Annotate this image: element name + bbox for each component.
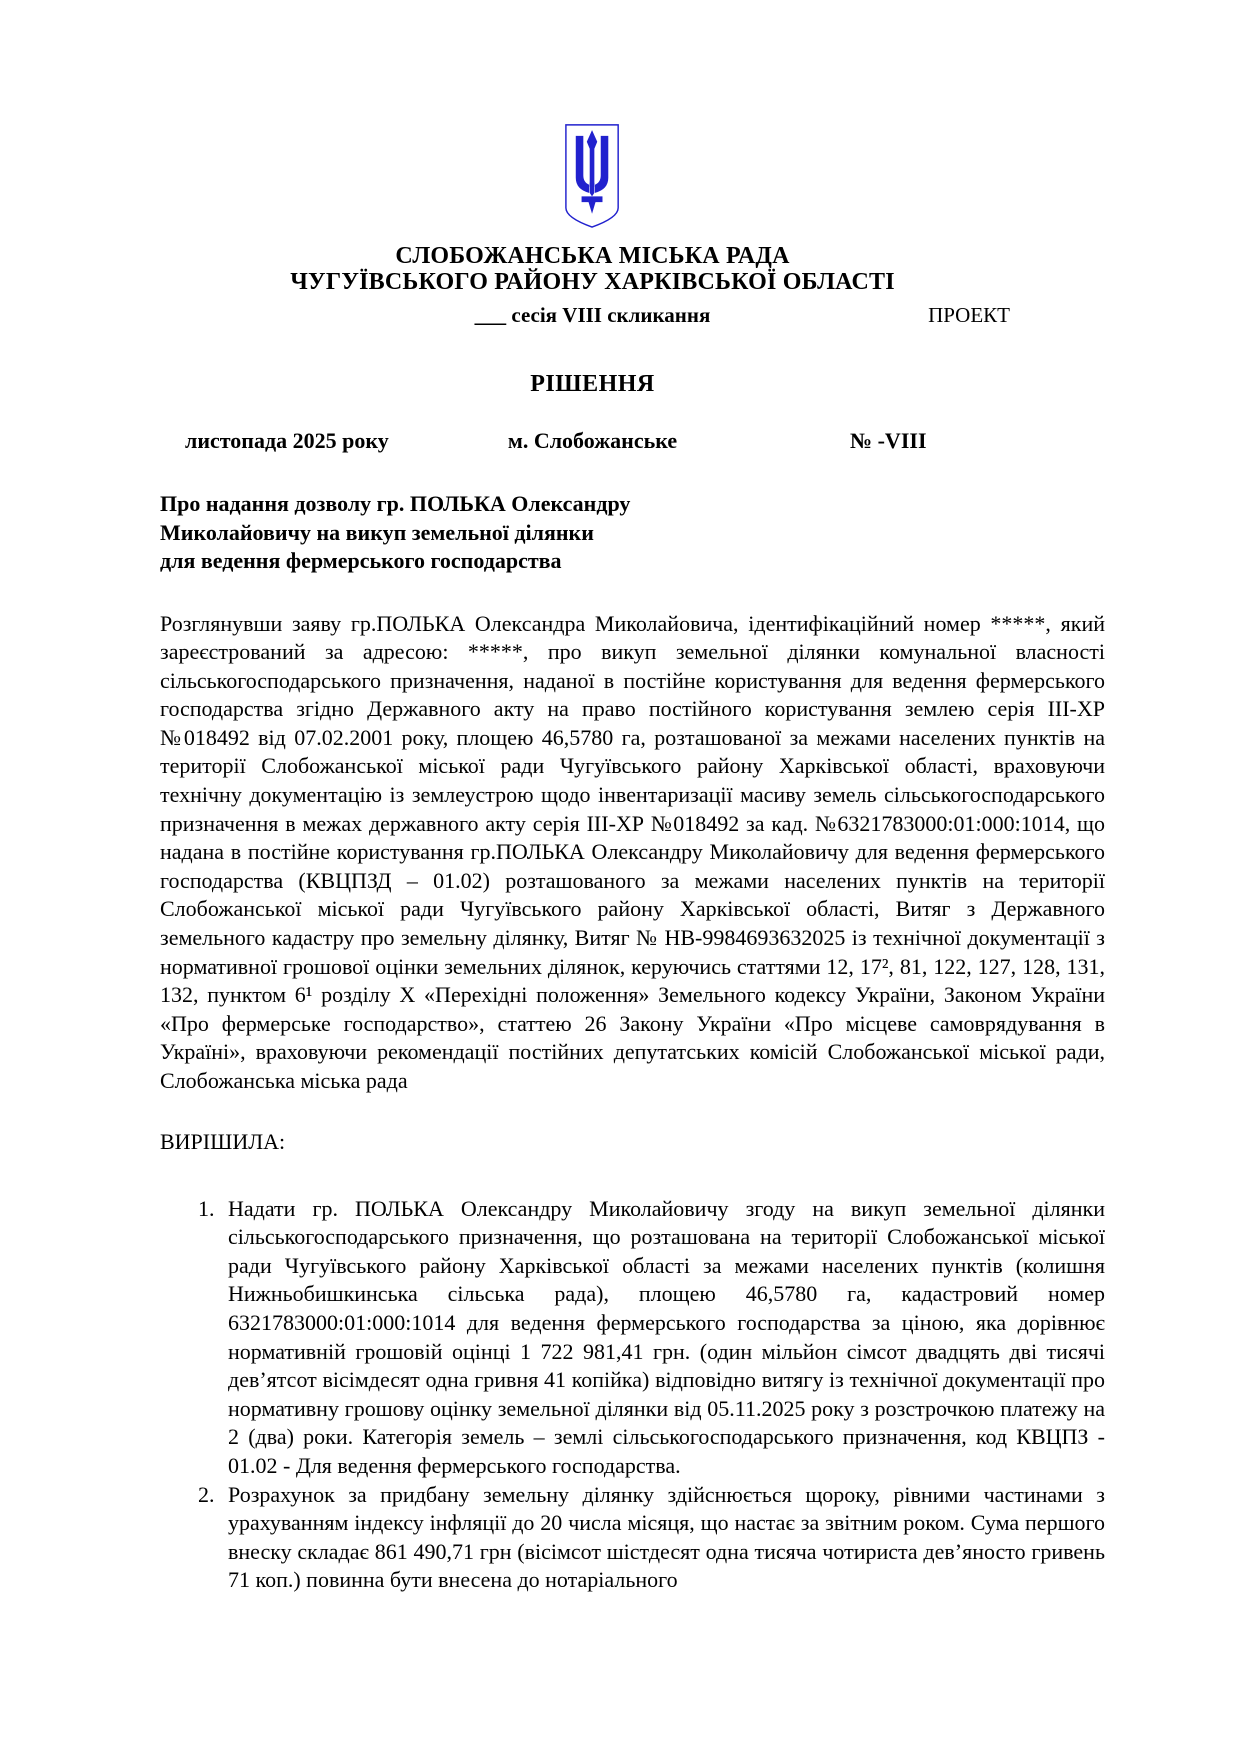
subject-line-3: для ведення фермерського господарства (160, 548, 562, 573)
organization-name (160, 243, 1105, 295)
org-name-line2: ЧУГУЇВСЬКОГО РАЙОНУ ХАРКІВСЬКОЇ ОБЛАСТІ (290, 269, 895, 295)
document-content (160, 0, 1105, 1595)
subject-block (160, 490, 1105, 576)
ukraine-trident-icon (563, 122, 621, 230)
document-type-title: РІШЕННЯ (530, 371, 655, 397)
session-row (160, 303, 1105, 329)
subject-line-1: Про надання дозволу гр. ПОЛЬКА Олександру (160, 491, 631, 516)
resolution-label: ВИРІШИЛА: (160, 1128, 286, 1154)
document-place: м. Слобожанське (507, 428, 678, 453)
draft-label: ПРОЕКТ (928, 303, 1010, 327)
coat-of-arms (160, 122, 1105, 235)
meta-row (160, 428, 1105, 456)
resolution-item-2 (160, 1481, 1105, 1595)
item-text: Надати гр. ПОЛЬКА Олександру Миколайовичу згоду на викуп земельної ділянки сільськогосподарського призначення, що розташована на території Слобожанської міської ради Чугуївського району Харківської області за межами населених пунктів (колишня Нижньобишкинська сільська рада), площею 46,5780 га, кадастровий номер 6321783000:01:000:1014 для ведення фермерського господарства за ціною, яка дорівнює нормативній грошовій оцінці 1 722 981,41 грн. (один мільйон сімсот двадцять дві тисячі дев’ятсот вісімдесят одна гривня 41 копійка) відповідно витягу із технічної документації про нормативну грошову оцінку земельної ділянки від 05.11.2025 року з розстрочкою платежу на 2 (два) роки. Категорія земель – землі сільськогосподарського призначення, код КВЦПЗ - 01.02 - Для ведення фермерського господарства. (228, 1195, 1105, 1478)
document-number: № -VIII (850, 428, 927, 453)
preamble-paragraph: Розглянувши заяву гр.ПОЛЬКА Олександра Миколайовича, ідентифікаційний номер *****, який зареєстрований за адресою: *****, про викуп земельної ділянки комунальної власності сільськогосподарського призначення, наданої в постійне користування для ведення фермерського господарства згідно Державного акту на право постійного користування землею серія ІІІ-ХР №018492 від 07.02.2001 року, площею 46,5780 га, розташованої за межами населених пунктів на території Слобожанської міської ради Чугуївського району Харківської області, враховуючи технічну документацію із землеустрою щодо інвентаризації масиву земель сільськогосподарського призначення в межах державного акту серія ІІІ-ХР №018492 за кад. №6321783000:01:000:1014, що надана в постійне користування гр.ПОЛЬКА Олександру Миколайовичу для ведення фермерського господарства (КВЦПЗД – 01.02) розташованого за межами населених пунктів на території Слобожанської міської ради Чугуївського району Харківської області, Витяг з Державного земельного кадастру про земельну ділянку, Витяг № НВ-9984693632025 із технічної документації з нормативної грошової оцінки земельних ділянок, керуючись статтями 12, 17², 81, 122, 127, 128, 131, 132, пунктом 6¹ розділу Х «Перехідні положення» Земельного кодексу України, Законом України «Про фермерське господарство», статтею 26 Закону України «Про місцеве самоврядування в Україні», враховуючи рекомендації постійних депутатських комісій Слобожанської міської ради, Слобожанська міська рада (160, 610, 1105, 1093)
item-text: Розрахунок за придбану земельну ділянку здійснюється щороку, рівними частинами з урахуванням індексу інфляції до 20 числа місяця, що настає за звітним роком. Сума першого внеску складає 861 490,71 грн (вісімсот шістдесят одна тисяча чотириста дев’яносто гривень 71 коп.) повинна бути внесена до нотаріального (228, 1481, 1105, 1593)
session-line: ___ сесія VIII скликання (474, 303, 711, 327)
org-name-line1: СЛОБОЖАНСЬКА МІСЬКА РАДА (395, 243, 790, 269)
subject-line-2: Миколайовичу на викуп земельної ділянки (160, 519, 594, 545)
document-date: листопада 2025 року (185, 428, 389, 453)
item-number: 2. (198, 1481, 215, 1507)
resolution-item-1 (160, 1195, 1105, 1481)
item-number: 1. (198, 1195, 215, 1221)
resolution-items (160, 1195, 1105, 1595)
